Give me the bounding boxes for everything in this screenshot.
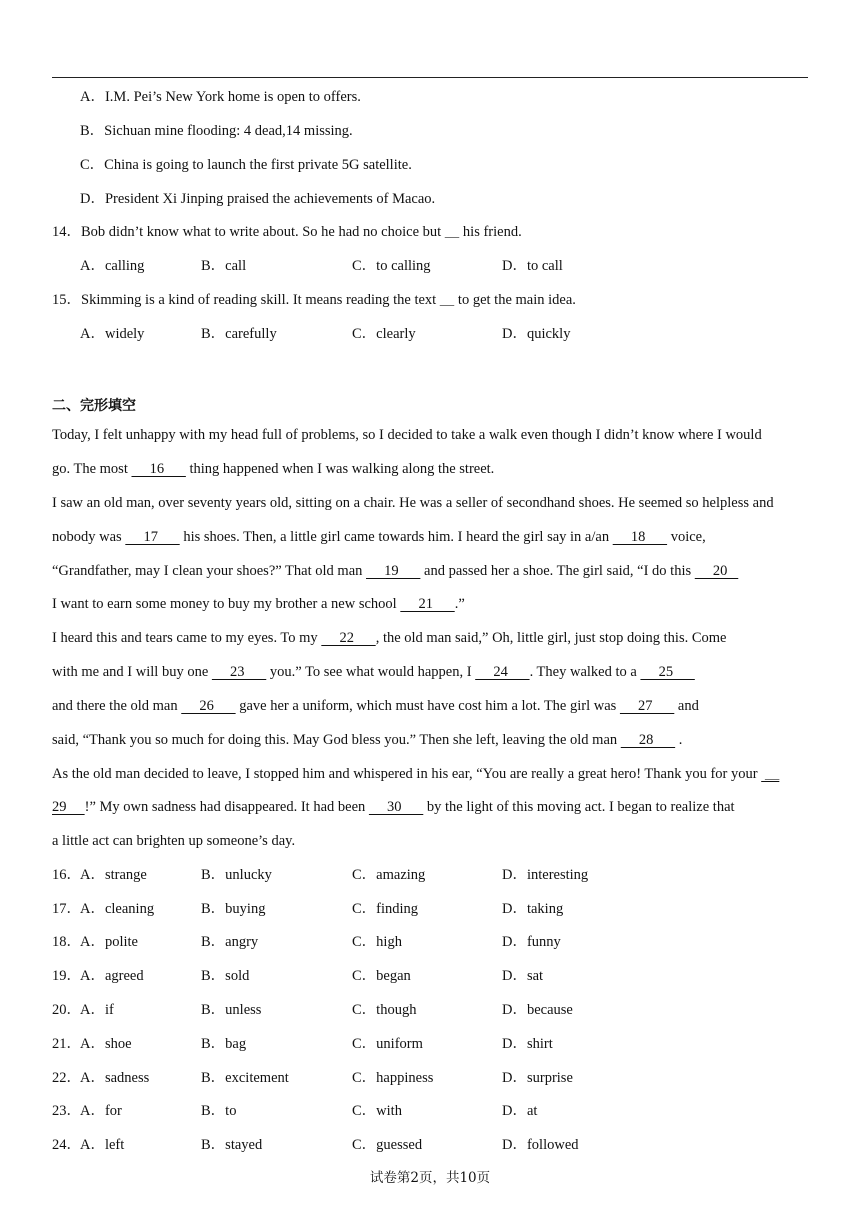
- q20-option-c: C．though: [352, 1002, 417, 1018]
- q19-option-d: D．sat: [502, 968, 544, 984]
- q14-option-c: C．to calling: [352, 258, 431, 274]
- q15-stem: 15．Skimming is a kind of reading skill. It means reading the text ＿ to get the main idea.: [52, 292, 576, 308]
- blank-19: 19: [366, 563, 421, 579]
- blank-16: 16: [131, 461, 186, 477]
- passage-line: [52, 764, 779, 784]
- passage-line: [52, 696, 699, 716]
- q24-option-d: D．followed: [502, 1137, 579, 1153]
- q21-option-b: B．bag: [201, 1036, 247, 1052]
- question-number: 17．: [52, 901, 81, 917]
- passage-line: [52, 561, 738, 581]
- q15-option-a: A．widely: [80, 326, 145, 342]
- q19-option-c: C．began: [352, 968, 411, 984]
- passage-text: you.” To see what would happen, I: [266, 664, 476, 680]
- question-number: 22．: [52, 1070, 81, 1086]
- blank-29: 29: [52, 799, 85, 815]
- q13-option-a: A．I.M. Pei’s New York home is open to offers.: [80, 89, 361, 105]
- passage-text: thing happened when I was walking along the street.: [185, 461, 495, 477]
- question-number: 23．: [52, 1103, 81, 1119]
- blank-22: 22: [321, 630, 376, 646]
- passage-text: by the light of this moving act. I began to realize that: [423, 799, 735, 815]
- q22-option-b: B．excitement: [201, 1070, 289, 1086]
- q17-option-b: B．buying: [201, 901, 266, 917]
- passage-text: .”: [454, 596, 465, 612]
- q20-option-a: A．if: [80, 1002, 114, 1018]
- passage-text: go. The most: [52, 461, 132, 477]
- q13-option-d: D．President Xi Jinping praised the achievements of Macao.: [80, 191, 436, 207]
- q16-option-c: C．amazing: [352, 867, 426, 883]
- q24-option-b: B．stayed: [201, 1137, 263, 1153]
- q17-option-c: C．finding: [352, 901, 419, 917]
- q14-option-b: B．call: [201, 258, 247, 274]
- passage-text: As the old man decided to leave, I stopped him and whispered in his ear, “You are really a great hero! Thank you for your: [52, 766, 762, 782]
- blank-30: 30: [368, 799, 424, 815]
- passage-text: with me and I will buy one: [52, 664, 212, 680]
- passage-text: his shoes. Then, a little girl came towards him. I heard the girl say in a/an: [179, 529, 613, 545]
- q15-option-b: B．carefully: [201, 326, 277, 342]
- blank-25: 25: [640, 664, 695, 680]
- passage-text: I heard this and tears came to my eyes. To my: [52, 630, 322, 646]
- passage-text: and there the old man: [52, 698, 182, 714]
- passage-text: “Grandfather, may I clean your shoes?” That old man: [52, 563, 367, 579]
- q18-option-a: A．polite: [80, 934, 138, 950]
- q22-option-a: A．sadness: [80, 1070, 150, 1086]
- passage-text: I want to earn some money to buy my brother a new school: [52, 596, 401, 612]
- q17-option-a: A．cleaning: [80, 901, 155, 917]
- blank-24: 24: [475, 664, 530, 680]
- q22-option-d: D．surprise: [502, 1070, 573, 1086]
- passage-text: and: [674, 698, 699, 714]
- q14-stem: 14．Bob didn’t know what to write about. So he had no choice but ＿ his friend.: [52, 224, 522, 240]
- page-footer: 试卷第2页，共10页: [369, 1170, 491, 1186]
- q21-option-c: C．uniform: [352, 1036, 423, 1052]
- blank-17: 17: [125, 529, 180, 545]
- passage-line: [52, 730, 682, 750]
- passage-line: [52, 527, 706, 547]
- q19-option-b: B．sold: [201, 968, 250, 984]
- q16-option-b: B．unlucky: [201, 867, 272, 883]
- q14-option-d: D．to call: [502, 258, 563, 274]
- q22-option-c: C．happiness: [352, 1070, 434, 1086]
- passage-line: a little act can brighten up someone’s day.: [52, 833, 296, 849]
- question-number: 16．: [52, 867, 81, 883]
- q23-option-d: D．at: [502, 1103, 538, 1119]
- passage-line: [52, 594, 465, 614]
- passage-line: I saw an old man, over seventy years old, sitting on a chair. He was a seller of secondhand shoes. He seemed so helpless and: [52, 495, 774, 511]
- blank-23: 23: [211, 664, 267, 680]
- passage-line: [52, 797, 735, 817]
- passage-text: , the old man said,” Oh, little girl, just stop doing this. Come: [375, 630, 727, 646]
- q13-option-b: B．Sichuan mine flooding: 4 dead,14 missing.: [80, 123, 353, 139]
- q23-option-a: A．for: [80, 1103, 122, 1119]
- question-number: 24．: [52, 1137, 81, 1153]
- section-heading-cloze: 二、完形填空: [52, 398, 136, 414]
- q24-option-a: A．left: [80, 1137, 125, 1153]
- q15-option-d: D．quickly: [502, 326, 571, 342]
- blank-21: 21: [400, 596, 455, 612]
- q18-option-d: D．funny: [502, 934, 561, 950]
- question-number: 20．: [52, 1002, 81, 1018]
- passage-text: and passed her a shoe. The girl said, “I do this: [420, 563, 695, 579]
- q16-option-d: D．interesting: [502, 867, 589, 883]
- question-number: 18．: [52, 934, 81, 950]
- passage-line: [52, 628, 726, 648]
- passage-text: voice,: [667, 529, 706, 545]
- q20-option-b: B．unless: [201, 1002, 262, 1018]
- q23-option-b: B．to: [201, 1103, 237, 1119]
- q21-option-a: A．shoe: [80, 1036, 132, 1052]
- blank-20: 20: [694, 563, 739, 579]
- passage-text: . They walked to a: [529, 664, 641, 680]
- passage-line: [52, 662, 695, 682]
- q19-option-a: A．agreed: [80, 968, 144, 984]
- q18-option-c: C．high: [352, 934, 402, 950]
- blank-26: 26: [181, 698, 236, 714]
- q16-option-a: A．strange: [80, 867, 147, 883]
- question-number: 19．: [52, 968, 81, 984]
- q17-option-d: D．taking: [502, 901, 564, 917]
- passage-text: !” My own sadness had disappeared. It had been: [84, 799, 369, 815]
- blank-29-start: ＿: [761, 766, 780, 782]
- q24-option-c: C．guessed: [352, 1137, 423, 1153]
- passage-line: Today, I felt unhappy with my head full of problems, so I decided to take a walk even though I didn’t know where I would: [52, 427, 762, 443]
- question-number: 21．: [52, 1036, 81, 1052]
- passage-text: gave her a uniform, which must have cost him a lot. The girl was: [235, 698, 620, 714]
- passage-line: [52, 459, 494, 479]
- passage-text: nobody was: [52, 529, 126, 545]
- q20-option-d: D．because: [502, 1002, 573, 1018]
- passage-text: .: [675, 732, 683, 748]
- blank-18: 18: [612, 529, 668, 545]
- q14-option-a: A．calling: [80, 258, 145, 274]
- header-rule: [52, 77, 808, 78]
- q13-option-c: C．China is going to launch the first private 5G satellite.: [80, 157, 412, 173]
- q23-option-c: C．with: [352, 1103, 402, 1119]
- blank-28: 28: [620, 732, 676, 748]
- q18-option-b: B．angry: [201, 934, 259, 950]
- q15-option-c: C．clearly: [352, 326, 416, 342]
- q21-option-d: D．shirt: [502, 1036, 553, 1052]
- blank-27: 27: [619, 698, 675, 714]
- passage-text: said, “Thank you so much for doing this. May God bless you.” Then she left, leaving the old man: [52, 732, 621, 748]
